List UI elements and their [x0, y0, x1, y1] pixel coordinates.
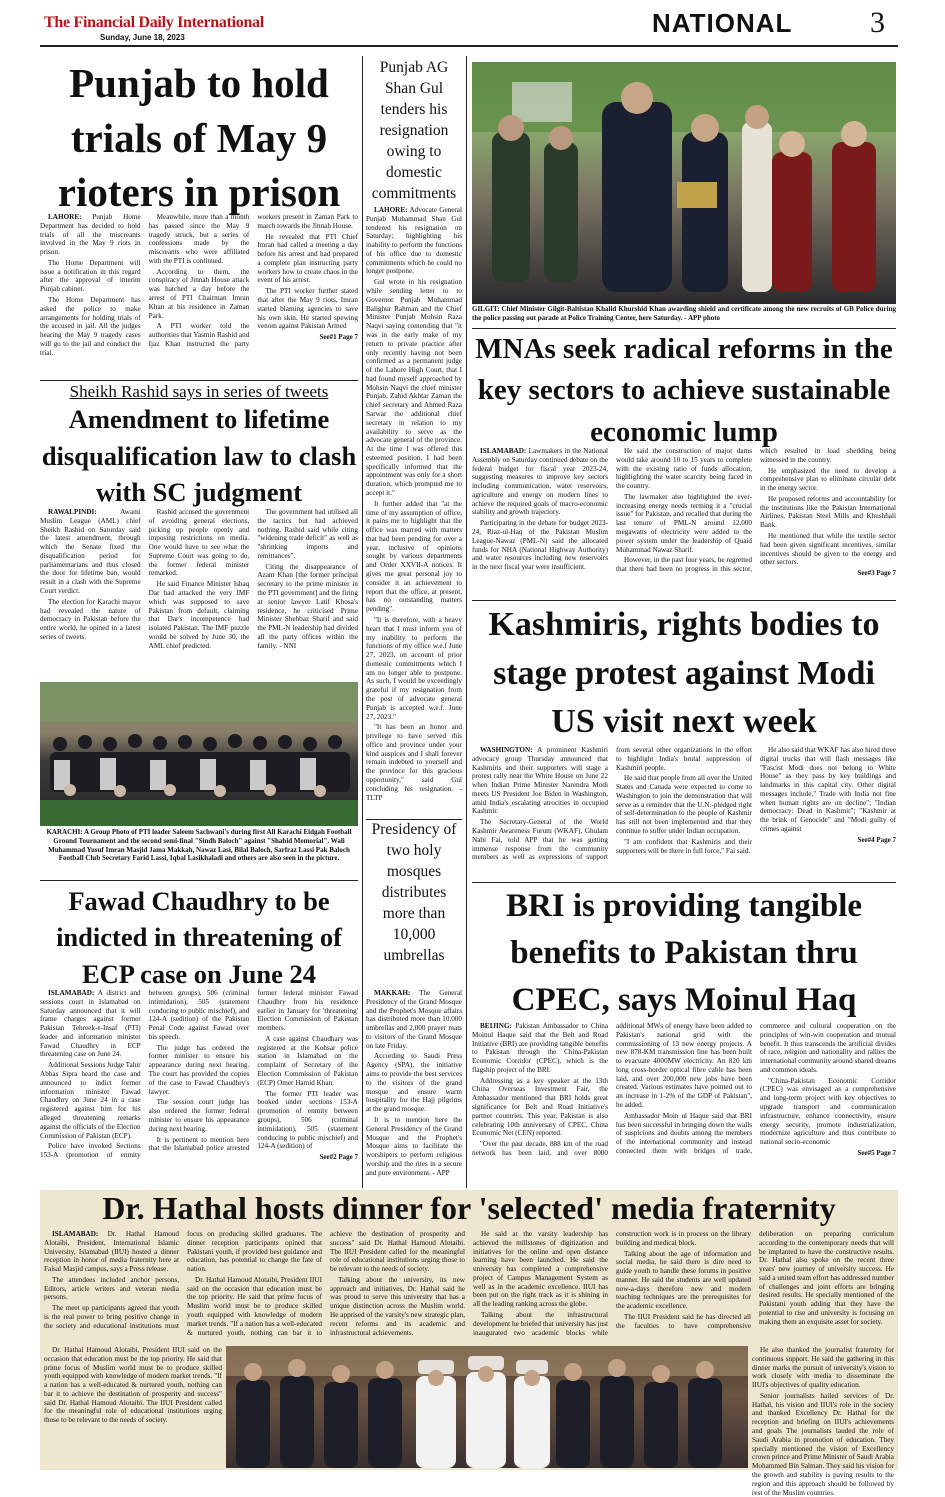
a3-para: It is pertinent to mention here that the Islamabad police arrested former federal minister Fawad Chaudhry from his residence earlier in January for 'threatening' Election Commission of Pakistan members. [148, 989, 358, 1153]
a8-headline: BRI is providing tangible benefits to Pakistan thru CPEC, says Moinul Haq [505, 888, 863, 1018]
a9-para: The IIUI President said he has directed all the faculties to have comprehensive deliberation on preparing curriculum according to the contemporary needs that will be implanted to have the constructive results. Dr. Hathal also spoke on the recent three years' new journey of university success. He said a united team effort has addressed number of challenges and joint efforts are bringing desired results. He specially mentioned of the Pakistani youth adding that they have the potential to rise and university is focusing on making them an exquisite asset for society. [616, 1230, 894, 1330]
a6-para: He said the construction of major dams would take around 10 to 15 years to complete with the existing ratio of funds allocation, highlighting the water scarcity being faced in the country. [616, 447, 752, 491]
a2-para: The election for Karachi mayor had revealed the nature of democracy in Pakistan before the entire world, he opined in a latest series of tweets. [40, 597, 141, 641]
a9-right-column [752, 1346, 894, 1497]
a9-para: He also thanked the journalist fraternity for continuous support. He said the gathering in this dinner marks the pursuit of university's vision to work closely with media to disseminate the IIUI's objectives of quality education. [752, 1346, 894, 1390]
a5-kicker: Presidency of two holy mosques distributes more than 10,000 umbrellas [371, 821, 457, 964]
a1-continued: See#1 Page 7 [319, 333, 358, 342]
issue-date: Sunday, June 18, 2023 [100, 33, 185, 42]
paper-name: The Financial Daily International [44, 14, 264, 31]
column-rule [362, 56, 363, 1188]
a9-para: Talking about the university, its new approach and initiatives, Dr. Hathal said he was proud to serve this university that has a unique distinction across the Muslim world. He apprised of the varsity's new strategic plan, recent reforms and its academic and infrastructural achievements. [330, 1275, 465, 1337]
divider [40, 380, 358, 381]
a3-para: The former PTI leader was booked under sections 153-A (promotion of enmity between groups), 506 (criminal intimidation), 505 (statement conducing to public mischief) and 124-A (sedition) of [257, 1089, 358, 1151]
a9-upper-columns [44, 1230, 894, 1342]
a3-para: A case against Chaudhary was registered at the Kohsar police station in Islamabad on the complaint of Secretary of the Election Commission of Pakistan (ECP) Omer Hamid Khan. [257, 1034, 358, 1087]
a4-para: Advocate General Punjab Muhammad Shan Gul tendered his resignation on Saturday; highlighting his inability to perform the functions of his office due to domestic commitments which he could no longer postpone. [366, 206, 462, 276]
a2-para: He said Finance Minister Ishaq Dar had attacked the very IMF which was supposed to save Pakistan from default, claiming that Dar's incompetence had isolated Pakistan. The IMF puzzle would be solved by June 30, the AML chief predicted. [148, 580, 250, 650]
a1-para: According to them, the conspiracy of Jinnah House attack was hatched a day before the arrest of PTI Chairman Imran Khan at his residence in Zaman Park. [148, 267, 250, 320]
a2-kicker: Sheikh Rashid says in series of tweets [69, 382, 329, 401]
a9-dateline: ISLAMABAD: [52, 1230, 99, 1238]
a7-para: He said that people from all over the United States and Canada were expected to come to Washington to join the demonstration that will serve as a reminder that the U.N.-pledged right of self-determination to the people of Kashmir has still not been implemented and that they continue to suffer under Indian occupation. [616, 774, 752, 836]
a1-para: The PTI worker further stated that after the May 9 riots, Imran started blaming agencies to save his own skin. He started spewing venom against Pakistan Armed [257, 287, 358, 331]
a4-para: "It has been an honor and privilege to have served this office and province under your kind auspices and I shall forever remain indebted to yourself and the province for this gracious opportunity," said Gul concluding his resignation. - TLTP [366, 723, 462, 802]
a9-para: Dr. Hathal Hamoud Alotaibi, President, International Islamic University, Islamabad (IIUI) hosted a dinner reception in honor of media fraternity here at Faisal Masjid campus, says a Press release. [44, 1230, 179, 1274]
a1-para: The Home Department will issue a notification in this regard after the approval of interim Punjab cabinet. [40, 258, 141, 294]
a3-para: A district and sessions court in Islamabad on Saturday announced that it will frame charges against former Pakistan Tehreek-e-Insaf (PTI) leader and information minister Fawad Chaudhry in ECP threatening case on June 24. [40, 989, 141, 1059]
a9-para: Dr. Hathal Hamoud Alotaibi, President IIUI said on the occasion that education must be the top priority. He said that prime focus of Muslim world must be to produce skilled youth equipped with knowledge of modern market trends. "If a nation has a well-educated & nurtured youth, nothing can bar it to achieve the destination of prosperity and success" said Dr. Hathal Hamoud Alotaibi. The IIUI President called for the meaningful role of educational institutions urging those to be relevant to the needs of society. [44, 1346, 222, 1425]
a8-continued: See#5 Page 7 [857, 1148, 896, 1157]
section-name: NATIONAL [652, 8, 793, 38]
a2-para: Rashid accused the government of avoiding general elections, picking up people openly and imposing restrictions on media. One would have to see what the Supreme Court was going to do, the former federal minister remarked. [148, 508, 250, 578]
a1-para: He revealed that PTI Chief Imran had called a meeting a day before his arrest and had prepared a complete plan instructing party workers how to create chaos in the event of his arrest. [257, 232, 358, 285]
a2-para: The government had utilised all the tactics but had achieved nothing, Rashid said while citing "widening trade deficit" as well as "shrinking imports and remittances". [257, 508, 358, 560]
a8-para: Ambassador Moin ul Haque said that BRI has been successful in bringing down the walls of suspicions and doubts among the members of the international community and instead connected them with bridges of trade, commerce and cultural cooperation on the principles of win-win cooperation and mutual benefit. It thus transcends the artificial divides of race, religion and nationality and rallies the international community around shared dreams and common ideals. [616, 1022, 896, 1155]
a6-para: The lawmaker also highlighted the ever-increasing energy needs terming it a "crucial issue" for Pakistan, and recalled that during the last tenure of PML-N around 12,000 megawatts of electricity were added to the power system under the leadership of Quaid Muhammad Nawaz Sharif. [616, 492, 752, 554]
a2-para: Citing the disappearance of Azam Khan [the former principal secretary to the prime minister in the PTI government] and the firing at senior lawyer Latif Khosa's residence, he criticised Prime Minister Shehbaz Sharif and said the PML-N leadership had divided all the party offices within the family. - NNI [257, 562, 358, 650]
a5-para: According to Saudi Press Agency (SPA), the initiative aims to provide the best services to the visitors of the grand mosque and ensure warm hospitality for the Hajj pilgrims at the grand mosque. [366, 1052, 462, 1114]
karachi-group-photo [40, 682, 358, 826]
a2-headline: Amendment to lifetime disqualification law to clash with SC judgment [41, 404, 357, 508]
a2-body [40, 508, 358, 674]
a7-headline: Kashmiris, rights bodies to stage protest against Modi US visit next week [488, 606, 880, 741]
a6-continued: See#3 Page 7 [857, 569, 896, 578]
gilgit-photo-figures [472, 62, 896, 304]
a1-body [40, 213, 358, 379]
a9-para: The attendees included anchor persons, Editors, article writers and veteran media persons. [44, 1275, 179, 1302]
dinner-group-photo [226, 1346, 748, 1468]
a3-para: Police have invoked Sections 153-A (promotion of enmity between groups), 506 (criminal intimidation), 505 (statement conducing to public mischief), and 124-A (sedition) of the Pakistan Penal Code against Fawad over his speech. [40, 989, 250, 1160]
a3-dateline: ISLAMABAD: [48, 989, 95, 997]
a1-para: Meanwhile, more than a month has passed since the May 9 tragedy struck, but a series of confessions made by the miscreants who were affiliated with the PTI is continued. [148, 213, 250, 265]
masthead-rule [40, 45, 898, 47]
a6-para: However, in the past four years, he regretted that there had been no progress in this sector, which resulted in load shedding being witnessed in the country. [616, 447, 896, 574]
a7-continued: See#4 Page 7 [857, 835, 896, 844]
a8-para: "China-Pakistan Economic Corridor (CPEC) was envisaged as a comprehensive and long-term project with key objectives to upgrade transport and communication infrastructure, enhance connectivity, ensure energy security, promote industrialization, modernize agriculture and thus contribute to national socio-economic [760, 1076, 896, 1147]
a8-para: "Over the past decade, 888 km of the road network has been laid, and over 8000 additional MWs of energy have been added to Pakistan's national grid with the commissioning of 13 new energy projects. A new 878-KM transmission line has been built to evacuate 4000MW electricity. An 820 km long cross-border optical fibre cable has been laid, and over 200,000 new jobs have been created. Various estimates have pointed out to an increase in 1-2% of the GDP of Pakistan", he added. [472, 1022, 752, 1157]
a9-para: Talking about the age of information and social media, he said there is dire need to guide youth to handle these forums in positive manner. He said the students are well updated now-a-days therefore new and modern teaching techniques are the prerequisites for the academic excellence. [616, 1249, 751, 1311]
a6-para: Lawmakers in the National Assembly on Saturday continued debate on the federal budget for fiscal year 2023-24, suggesting measures to improve key sectors including communication, water reservoirs, agriculture and energy on modern lines to achieve the required goals of macro-economic stability and growth trajectory. [472, 447, 609, 517]
a5-para: It is to mention here the General Presidency of the Grand Mosque and the Prophet's Mosque aims to facilitate the worshipers to perform religious worship and the rites in a secure and pure environment. - APP [366, 1115, 462, 1177]
gilgit-ceremony-photo [472, 62, 896, 304]
a9-para: He said at the varsity leadership has achieved the millstones of digitization and initiatives for the online and open distance learning have been launched. He said the university has completed a comprehensive project of Campus Management System as well as in the academic excellence, IIUI has been put on the right track as it is shining in all the leading ranking across the globe. [473, 1230, 608, 1309]
a9-para: Talking about the infrastructural development he briefed that university has just inaugurated two academic blocks while construction work is in process on the library building and medical block. [473, 1230, 751, 1337]
a7-dateline: WASHINGTON: [480, 746, 533, 754]
a3-para: The judge has ordered the former minister to ensure his appearance during next hearing. The court has provided the copies of the case to Fawad Chaudhry's lawyer. [148, 1043, 250, 1096]
a3-body [40, 989, 358, 1188]
divider [40, 880, 358, 881]
a4-para: It further added that "at the time of my assumption of office, it pains me to highlight that the office was marred with matters that had been pending for over a year, inclusive of opinions sought by various departments and Order XXVII-A notices. It gives me great personal joy to consider it an achievement to report that the office, at present, has no outstanding matters pending". [366, 499, 462, 614]
a3-para: Additional Sessions Judge Tahir Abbas Sipra heard the case and announced to indict former information minister Fawad Chaudhry on June 24 in a case registered against him for his alleged threatening remarks against the officials of the Election Commission of Pakistan (ECP). [40, 1061, 141, 1140]
a4-para: "It is therefore, with a heavy heart that I must inform you of my inability to perform the functions of my office w.e.f June 27, 2023, on account of prior domestic commitments which I am no longer able to postpone. As such, I would be exceedingly grateful if my resignation from the post of advocate general Punjab is accepted w.e.f. June 27, 2023." [366, 615, 462, 721]
a7-para: He also said that WKAF has also hired three digital trucks that will flash messages like "Fascist Modi does not belong to White House" as they pass by key buildings and landmarks in this capital city. Other digital messages include," Trade with India not fine when human rights are on decline"; "Indian democracy: Dead in Kashmir"; "Kashmir at the brink of Genocide" and "Modi guilty of crimes against [760, 746, 897, 834]
a5-body [366, 989, 462, 1188]
column-rule [466, 56, 467, 1188]
a3-para: The session court judge has also ordered the former federal minister to ensure his appearance during next hearing. [148, 1098, 250, 1133]
a1-para: A PTI worker told the authorities that Yasmin Rashid and Ijaz Khan instructed the party workers present in Zaman Park to march towards the Jinnah House. [148, 213, 358, 348]
a8-para: Pakistan Ambassador to China Moinul Haque said that the Belt and Road Initiative (BRI) are providing tangible benefits to Pakistan through the China-Pakistan Economic Corridor (CPEC), which is the flagship project of the BRI. [472, 1022, 609, 1074]
dinner-photo-figures [226, 1346, 748, 1468]
a6-para: Participating in the debate for budget 2023-24, Riaz-ul-Haq of the Pakistan Muslim League-Nawaz (PML-N) said the allocated funds for NHA (National Highway Authority) and water resources including new reservoirs in the next fiscal year were insufficient. [472, 519, 608, 572]
a2-dateline: RAWALPINDI: [48, 508, 97, 516]
a6-dateline: ISLAMABAD: [480, 447, 527, 455]
masthead [0, 0, 945, 50]
a5-para: The General Presidency of the Grand Mosque and the Prophet's Mosque affairs has distributed more than 10,000 umbrellas and 2,000 prayer mats to visitors of the Grand Mosque on late Friday. [366, 989, 463, 1050]
a9-para: The meet up participants agreed that youth is the real power to bring positive change in the society and educational institutions must focus on producing skilled graduates. The dinner reception participants opined that Pakistani youth, if provided best guidance and education, has potential to change the fate of nation. [44, 1230, 322, 1330]
a4-para: Gul wrote in his resignation while sending letter to to Governor Punjab Muhammad Balighur Rahman and the Chief Minister Punjab Mohsin Raza Naqvi saying contending that "it was in the early make of my return to private practice after only recently having not been confirmed as a permanent judge of the Lahore High Court, that I had found myself approached by Mohsin Naqvi the chief minister Punjab, Zahid Akhtar Zaman the chief secretary and Ahmed Raza Sarwar the additional chief secretary in relation to my availability to serve as the advocate general of the province. At the time I was offered this esteemed position, I had been specifically informed that the appointment was only for a short duration, which prompted me to accept it." [366, 278, 462, 497]
a8-body [472, 1022, 896, 1188]
a4-dateline: LAHORE: [374, 206, 408, 214]
a8-dateline: BEIJING: [480, 1022, 512, 1030]
a5-dateline: MAKKAH: [374, 989, 411, 997]
a4-kicker: Punjab AG Shan Gul tenders his resignation owing to domestic commitments [371, 59, 457, 202]
a9-left-column [44, 1346, 222, 1468]
a9-para: Senior journalists hailed services of Dr. Hathal, his vision and IIUI's role in the society and thanked Excellency Dr. Hathal for the reception and briefing on IIUI's achievements and goals The journalists lauded the role of Saudi Arabia in promotion of education. They specially mentioned the vision of Excellency crown prince and Prime Minister of Saudi Arabia Mohammed Bin Salman. They said his vision for the growth and stability is paving results to the region and this approach should be followed by rest of the Muslim countries. [752, 1391, 894, 1497]
a1-dateline: LAHORE: [48, 213, 82, 221]
a4-body [366, 206, 462, 818]
a6-para: He emphasized the need to develop a comprehensive plan to eliminate circular debt in the energy sector. [760, 466, 896, 493]
a1-para: Punjab Home Department has decided to hold trials of all the miscreants involved in the May 9 riots in prison. [40, 213, 141, 257]
a6-para: He proposed reforms and accountability for the institutions like the Pakistan International Airlines, Pakistan Steel Mills and Khushhali Bank. [760, 494, 896, 530]
a7-para: A prominent Kashmiri advocacy group Thursday announced that Kashmiris and their supporters will stage a protest rally near the White House on June 22 when Indian Prime Minister Narendra Modi meets US President Joe Biden in Washington, amid India's escalating atrocities in occupied Kashmir. [472, 746, 608, 816]
a6-headline: MNAs seek radical reforms in the key sectors to achieve sustainable economic lump [475, 333, 893, 448]
a8-para: Addressing as a key speaker at the 13th China Overseas Investment Fair, the Ambassador mentioned that BRI holds great significance for Belt and Road Initiative's partner countries. This year, Pakistan is also celebrating 10th anniversary of CPEC, China Economic Net (CEN) reported. [472, 1076, 608, 1138]
gilgit-photo-caption: GILGIT: Chief Minister Gilgit-Baltistan Khalid Khurshid Khan awarding shield and certificate among the new recruits of GB Police during the police passing out parade at Police Training Center, here Saturday. - APP photo [472, 305, 896, 322]
a1-para: The Home Department has asked the police to make arrangements for holding trials of the accused in jail. All the judges hearing the May 9 tragedy cases will go to the jail and conduct the trial. [40, 296, 141, 357]
a7-body [472, 746, 896, 879]
karachi-photo-figures [40, 682, 358, 826]
a3-continued: See#2 Page 7 [319, 1153, 358, 1162]
karachi-photo-caption: KARACHI: A Group Photo of PTI leader Saleem Sachwani's during first All Karachi Eidgah Football Ground Tournament and the second semi-final "Sindh Baloch" against "Shahid Memorial". Wali Muhammad Yusuf Imran Masjid Jama Makkah, Nawaz Lasi, Bilal Baloch, Sarfraz Lassi Pak Baloch Football Club Secretary Farid Lassi, Iqbal Lasikhaladi and others are also seen in the picture. [46, 828, 352, 863]
a3-headline: Fawad Chaudhry to be indicted in threatening of ECP case on June 24 [56, 886, 342, 989]
a7-para: The Secretary-General of the World Kashmir Awareness Forum (WKAF), Ghulam Nabi Fai, told APP that he was getting immense response from the community members as well as expressions of support from several other organizations in the effort to highlight India's brutal suppression of Kashmiri people. [472, 746, 752, 862]
a9-para: Dr. Hathal Hamoud Alotaibi, President IIUI said on the occasion that education must be the top priority. He said that prime focus of Muslim world must be to produce skilled youth equipped with knowledge of modern market trends. "If a nation has a well-educated & nurtured youth, nothing can bar it to achieve the destination of prosperity and success" said Dr. Hathal Hamoud Alotaibi. The IIUI President called for the meaningful role of educational institutions urging those to be relevant to the needs of society. [187, 1230, 465, 1337]
a2-para: Awami Muslim League (AML) chief Sheikh Rashid on Saturday said the latest amendment, through which the Senate fixed the disqualification period for parliamentarians and thus closed the door for lifetime ban, would result in a clash with the Supreme Court verdict. [40, 508, 141, 596]
a9-headline: Dr. Hathal hosts dinner for 'selected' media fraternity [102, 1190, 836, 1226]
a6-para: He mentioned that while the textile sector had been given significant incentives, similar incentives should be given to the energy and other sectors. [760, 532, 896, 567]
page-number: 3 [870, 6, 885, 39]
a6-body [472, 447, 896, 599]
a7-para: "I am confident that Kashmiris and their supporters will be there in full force," Fai said. [616, 837, 752, 855]
a1-headline: Punjab to hold trials of May 9 rioters in prison [57, 60, 341, 216]
